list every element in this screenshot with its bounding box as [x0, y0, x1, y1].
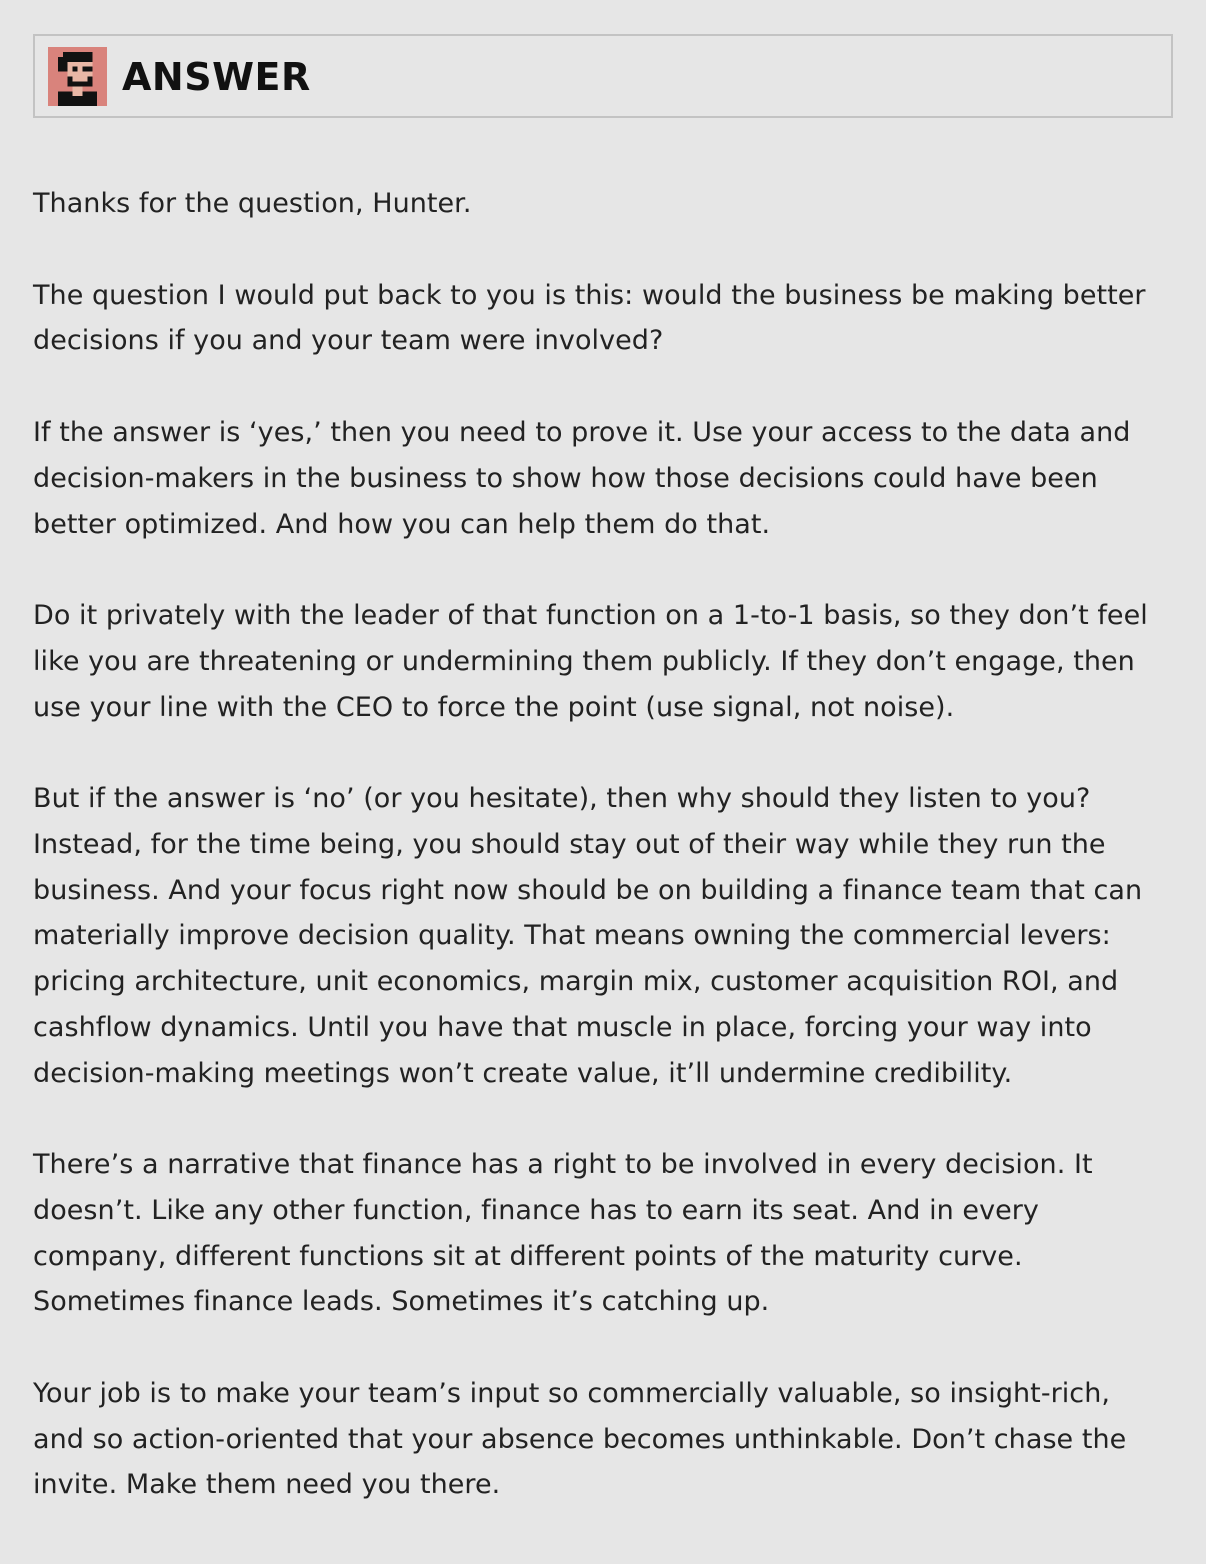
paragraph-line: If the answer is ‘yes,’ then you need to prove it. Use your access to the data and — [33, 417, 1131, 449]
paragraph-line: There’s a narrative that finance has a right to be involved in every decision. It — [33, 1149, 1093, 1181]
paragraph-line: decision-making meetings won’t create value, it’ll undermine credibility. — [33, 1057, 1013, 1089]
paragraph-line: like you are threatening or undermining them publicly. If they don’t engage, then — [33, 645, 1135, 677]
answer-paragraph — [33, 410, 1183, 547]
answer-paragraph — [33, 1142, 1183, 1325]
paragraph-line: Thanks for the question, Hunter. — [33, 188, 472, 219]
paragraph-line: pricing architecture, unit economics, margin mix, customer acquisition ROI, and — [33, 966, 1119, 998]
paragraph-line: doesn’t. Like any other function, finance has to earn its seat. And in every — [33, 1194, 1039, 1226]
paragraph-line: cashflow dynamics. Until you have that muscle in place, forcing your way into — [33, 1011, 1092, 1043]
paragraph-line: Your job is to make your team’s input so commercially valuable, so insight-rich, — [33, 1378, 1110, 1410]
paragraph-line: invite. Make them need you there. — [33, 1469, 501, 1501]
pixel-person-icon — [48, 47, 107, 106]
answer-paragraph — [33, 273, 1183, 364]
answer-header — [33, 34, 1173, 118]
answer-paragraph — [33, 776, 1183, 1096]
paragraph-line: But if the answer is ‘no’ (or you hesitate), then why should they listen to you? — [33, 783, 1091, 815]
paragraph-line: and so action-oriented that your absence becomes unthinkable. Don’t chase the — [33, 1423, 1127, 1455]
paragraph-line: business. And your focus right now should be on building a finance team that can — [33, 874, 1143, 906]
header-title: ANSWER — [122, 55, 311, 99]
paragraph-line: Sometimes finance leads. Sometimes it’s catching up. — [33, 1286, 770, 1318]
answer-paragraph — [33, 1371, 1183, 1508]
paragraph-line: better optimized. And how you can help them do that. — [33, 508, 771, 540]
paragraph-line: company, different functions sit at different points of the maturity curve. — [33, 1240, 1023, 1272]
paragraph-line: use your line with the CEO to force the point (use signal, not noise). — [33, 691, 955, 723]
answer-paragraph — [33, 593, 1183, 730]
answer-paragraph — [33, 181, 1183, 227]
paragraph-line: decision-makers in the business to show how those decisions could have been — [33, 462, 1098, 494]
paragraph-line: decisions if you and your team were involved? — [33, 325, 664, 357]
paragraph-line: materially improve decision quality. That means owning the commercial levers: — [33, 920, 1111, 952]
paragraph-line: The question I would put back to you is this: would the business be making better — [33, 279, 1146, 311]
paragraph-line: Do it privately with the leader of that function on a 1-to-1 basis, so they don’t feel — [33, 600, 1148, 632]
answer-body — [33, 181, 1183, 1508]
paragraph-line: Instead, for the time being, you should stay out of their way while they run the — [33, 829, 1106, 861]
